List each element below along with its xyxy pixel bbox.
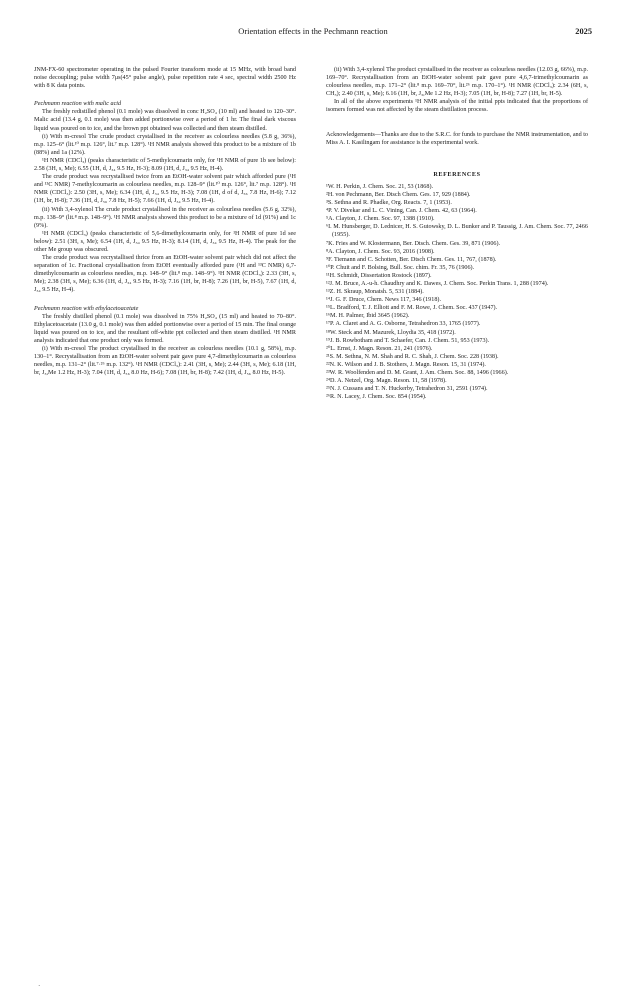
reference-item: ¹⁴J. G. F. Druce, Chem. News 117, 346 (1918). [326, 297, 441, 304]
paragraph: The freshly redistilled phenol (0.1 mole) was dissolved in conc H₂SO₄ (10 ml) and heated to 120–30°. Malic acid (13.4 g, 0.1 mole) was then added portionwise over a period of 1 hr. The final dark viscous liquid was poured on to ice, and the brown ppt obtained was collected and then steam distilled. [34, 109, 296, 132]
reference-item: ²⁴D. A. Netzel, Org. Magn. Reson. 11, 58 (1978). [326, 378, 447, 385]
reference-item: ⁶I. M. Hunsberger, D. Lednicer, H. S. Gutowsky, D. L. Bunker and P. Taussig, J. Am. Chem. Soc. 77, 2466 (1955). [326, 224, 588, 239]
page-number: 2025 [575, 27, 592, 36]
reference-item: ¹⁸W. Steck and M. Mazurek, Lloydia 35, 418 (1972). [326, 329, 456, 336]
intro-paragraph: JNM-FX-60 spectrometer operating in the pulsed Fourier transform mode at 15 MHz, with broad band noise decoupling; pulse width 7μs(45° pulse angle), pulse repetition rate 4 sec, spectral width 2500 Hz with 8 K data points. [34, 67, 296, 90]
reference-item: ¹⁹J. B. Rowbotham and T. Schaefer, Can. J. Chem. 51, 953 (1973). [326, 337, 490, 344]
reference-item: ⁸A. Clayton, J. Chem. Soc. 93, 2016 (1908). [326, 248, 435, 255]
paragraph: ¹H NMR (CDCl₃) (peaks characteristic of 5,6-dimethylcoumarin only, for ¹H NMR of pure 1d see below): 2.51 (3H, s, Me); 6.54 (1H, d, J₃₄ 9.5 Hz, H-3); 8.14 (1H, d, J₃₄ 9.5 Hz, H-4). The peak for the other Me group was obscured. [34, 230, 296, 253]
reference-item: ²²N. K. Wilson and J. B. Stothers, J. Magn. Reson. 15, 31 (1974). [326, 361, 486, 368]
paragraph: (ii) With 3,4-xylenol The crude product crystallised in the receiver as colourless needles (5.6 g, 32%), m.p. 138–9° (lit.⁸ m.p. 148–9°). ¹H NMR analysis showed this product to be a mixture of 1d (91%) and 1c (9%). [34, 206, 296, 229]
reference-item: ⁹F. Tiemann and C. Schotten, Ber. Dtsch Chem. Ges. 11, 767, (1878). [326, 256, 497, 263]
reference-item: ²H. von Pechmann, Ber. Dtsch Chem. Ges. 17, 929 (1884). [326, 191, 471, 198]
running-title: Orientation effects in the Pechmann reaction [238, 27, 388, 36]
reference-item: ²⁰L. Ernst, J. Magn. Reson. 21, 241 (1976). [326, 345, 433, 352]
reference-item: ²⁶R. N. Lacey, J. Chem. Soc. 854 (1954). [326, 394, 427, 401]
reference-item: ³S. Sethna and R. Phadke, Org. Reacts. 7, 1 (1953). [326, 200, 452, 207]
paragraph: The crude product was recrystallised thrice from an EtOH-water solvent pair which did not affect the separation of 1c. Fractional crystallisation from EtOH eventually afforded pure (¹H and ¹³C NMR) 6,7-dimethylcoumarin as colourless needles, m.p. 148–9° (lit.⁸ m.p. 148–9°). ¹H NMR (CDCl₃): 2.33 (3H, s, Me); 2.38 (3H, s, Me); 6.36 (1H, d, J₃₄ 9.5 Hz, H-3); 7.16 (1H, br, H-8); 7.26 (1H, br, H-5), 7.67 (1H, d, J₃₄ 9.5 Hz, H-4). [34, 255, 296, 294]
paragraph: (i) With m-cresol The product crystallised in the receiver as colourless needles (10.1 g, 58%), m.p. 130–1°. Recrystallisation from an EtOH-water solvent pair gave pure 4,7-dimethylcoumarin as colourless needles, m.p. 131–2° (lit.⁷·²⁶ m.p. 132°). ¹H NMR (CDCl₃): 2.41 (3H, s, Me); 2.44 (3H, s, Me); 6.18 (1H, br, J₃,Me 1.2 Hz, H-3); 7.04 (1H, d, J₅₆ 8.0 Hz, H-6); 7.08 (1H, br, H-8); 7.42 (1H, d, J₅₆ 8.0 Hz, H-5). [34, 346, 296, 377]
footer-mark: · [38, 982, 41, 990]
reference-item: ¹⁰P. Chuit and F. Bolsing, Bull. Soc. chim. Fr. 35, 76 (1906). [326, 264, 475, 271]
reference-list [326, 183, 588, 402]
reference-item: ¹⁵L. Bradford, T. J. Elliott and F. M. Rowe, J. Chem. Soc. 437 (1947). [326, 305, 498, 312]
reference-item: ²⁵N. J. Cussans and T. N. Huckerby, Tetrahedron 31, 2591 (1974). [326, 386, 488, 393]
paragraph: ¹H NMR (CDCl₃) (peaks characteristic of 5-methylcoumarin only, for ¹H NMR of pure 1b see below): 2.58 (3H, s, Me); 6.55 (1H, d, J₃₄ 9.5 Hz, H-3); 8.09 (1H, d, J₃₄ 9.5 Hz, H-4). [34, 157, 296, 173]
section-heading-malic-acid: Pechmann reaction with malic acid [34, 101, 122, 108]
paragraph: (ii) With 3,4-xylenol The product cyrstallised in the receiver as colourless needles (12.03 g, 66%), m.p. 169–70°. Recrystallisation from an EtOH-water solvent pair gave pure 4,6,7-trimethylcoumarin as colourless needles, m.p. 171–2° (lit.⁸ m.p. 169–70°, lit.²⁶ m.p. 170–1°). ¹H NMR (CDCl₃): 2.34 (6H, s, CH₃); 2.40 (3H, s, Me); 6.16 (1H, br, J₃,Me 1.2 Hz, H-3); 7.05 (1H, br, H-8); 7.27 (1H, br, H-5). [326, 67, 588, 98]
reference-item: ¹¹H. Schmidt, Dissertation Rostock (1897). [326, 272, 432, 279]
reference-item: ¹⁶M. H. Palmer, Ibid 3645 (1962). [326, 313, 410, 320]
right-column [326, 66, 588, 401]
left-column [34, 66, 296, 377]
reference-item: ¹⁷P. A. Claret and A. G. Osborne, Tetrahedron 33, 1765 (1977). [326, 321, 481, 328]
paragraph: The crude product was recrystallised twice from an EtOH-water solvent pair which afforded pure (¹H and ¹³C NMR) 7-methylcoumarin as colourless needles, m.p. 128–9° (lit.¹⁰ m.p. 126°, lit.⁷ m.p. 128°). ¹H NMR (CDCl₃): 2.50 (3H, s, Me); 6.34 (1H, d, J₃₄ 9.5 Hz, H-3); 7.08 (1H, d of d, J₅₆ 7.8 Hz, H-6); 7.12 (1H, br, H-8); 7.36 (1H, d, J₅₆ 7.8 Hz, H-5); 7.66 (1H, d, J₃₄ 9.5 Hz, H-4). [34, 174, 296, 205]
reference-item: ¹W. H. Perkin, J. Chem. Soc. 21, 53 (1868). [326, 183, 434, 190]
reference-item: ⁴P. V. Divekar and L. C. Vining, Can. J. Chem. 42, 63 (1964). [326, 208, 477, 215]
reference-item: ⁵A. Clayton, J. Chem. Soc. 97, 1388 (1910). [326, 216, 435, 223]
running-header [34, 27, 592, 39]
paragraph: (i) With m-cresol The crude product crystallised in the receiver as colourless needles (5.8 g, 36%), m.p. 125–6° (lit.¹⁰ m.p. 126°, lit.⁷ m.p. 128°). ¹H NMR analysis showed this product to be a mixture of 1b (88%) and 1a (12%). [34, 133, 296, 156]
reference-item: ⁷K. Fries and W. Klostermann, Ber. Dtsch. Chem. Ges. 39, 871 (1906). [326, 240, 501, 247]
acknowledgements: Acknowledgements—Thanks are due to the S.R.C. for funds to purchase the NMR instrumentation, and to Miss A. I. Kasilingam for assistance is the experimental work. [326, 131, 588, 146]
references-heading: REFERENCES [433, 171, 481, 178]
reference-item: ²¹S. M. Sethna, N. M. Shah and R. C. Shah, J. Chem. Soc. 228 (1938). [326, 353, 499, 360]
paragraph: In all of the above experiments ¹H NMR analysis of the initial ppts indicated that the proportions of isomers formed was not affected by the steam distillation process. [326, 99, 588, 114]
reference-item: ²³W. R. Woolfenden and D. M. Grant, J. Am. Chem. Soc. 88, 1496 (1966). [326, 370, 509, 376]
reference-item: ¹²J. M. Bruce, A.-u-h. Chaudhry and K. Dawes, J. Chem. Soc. Perkin Trans. 1, 288 (1974). [326, 280, 549, 287]
paragraph: The freshly distilled phenol (0.1 mole) was dissolved in 75% H₂SO₄ (15 ml) and heated to 70–80°. Ethylacetoacetate (13.0 g, 0.1 mole) was then added portionwise over a period of 15 min. The final orange liquid was poured on to ice, and the resultant off-white ppt collected and then steam distilled. ¹H NMR analysis indicated that one product only was formed. [34, 313, 296, 344]
section-heading-ethylacetoacetate: Pechmann reaction with ethylacetoacetate [34, 305, 139, 312]
reference-item: ¹³Z. H. Skraup, Monatsh. 5, 531 (1884). [326, 289, 424, 296]
